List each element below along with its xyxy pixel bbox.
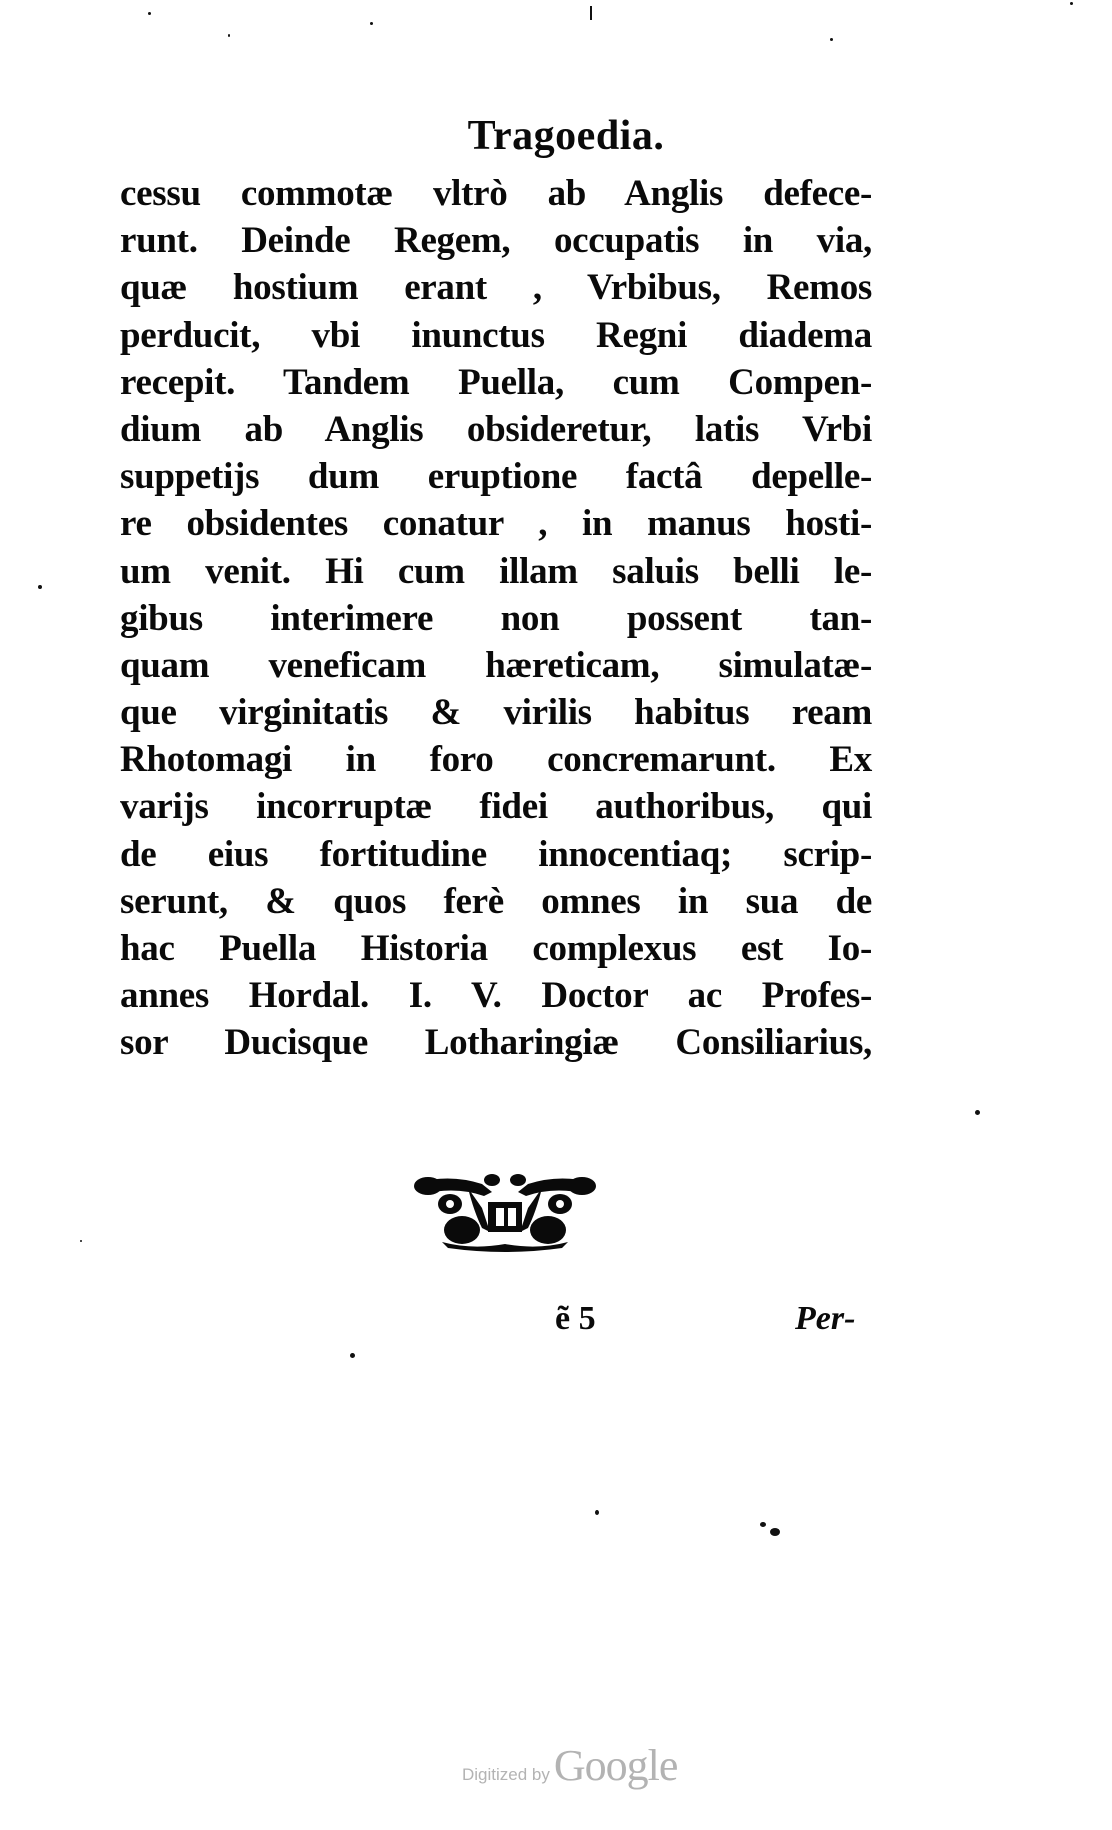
printer-ornament-icon xyxy=(412,1172,598,1252)
text-line: de eius fortitudine innocentiaq; scrip- xyxy=(120,833,872,875)
signature-mark: ẽ 5 xyxy=(555,1300,596,1337)
text-line: quæ hostium erant , Vrbibus, Remos xyxy=(120,267,872,309)
text-line: sor Ducisque Lotharingiæ Consiliarius, xyxy=(120,1022,872,1064)
text-line: perducit, vbi inunctus Regni diadema xyxy=(120,314,872,356)
text-line: um venit. Hi cum illam saluis belli le- xyxy=(120,550,872,592)
page-footer xyxy=(0,1300,1112,1350)
digitized-by-google-watermark xyxy=(462,1740,677,1790)
text-line: serunt, & quos ferè omnes in sua de xyxy=(120,880,872,922)
text-line: recepit. Tandem Puella, cum Compen- xyxy=(120,361,872,403)
text-line: dium ab Anglis obsideretur, latis Vrbi xyxy=(120,408,872,450)
watermark-prefix: Digitized by xyxy=(462,1765,550,1784)
text-line: cessu commotæ vltrò ab Anglis defece- xyxy=(120,173,872,214)
text-line: quam veneficam hæreticam, simulatæ- xyxy=(120,644,872,686)
text-line: varijs incorruptæ fidei authoribus, qui xyxy=(120,786,872,828)
text-line: Rhotomagi in foro concremarunt. Ex xyxy=(120,739,872,781)
running-head: Tragoedia. xyxy=(467,113,665,159)
google-logo: Google xyxy=(553,1741,678,1790)
text-line: re obsidentes conatur , in manus hosti- xyxy=(120,503,872,545)
text-line: gibus interimere non possent tan- xyxy=(120,597,872,639)
body-text xyxy=(120,170,872,1067)
text-line: hac Puella Historia complexus est Io- xyxy=(120,928,872,969)
catchword: Per- xyxy=(795,1300,856,1337)
text-line: runt. Deinde Regem, occupatis in via, xyxy=(120,220,872,262)
text-line: suppetijs dum eruptione factâ depelle- xyxy=(120,456,872,498)
text-line: annes Hordal. I. V. Doctor ac Profes- xyxy=(120,975,872,1017)
text-line: que virginitatis & virilis habitus ream xyxy=(120,692,872,734)
